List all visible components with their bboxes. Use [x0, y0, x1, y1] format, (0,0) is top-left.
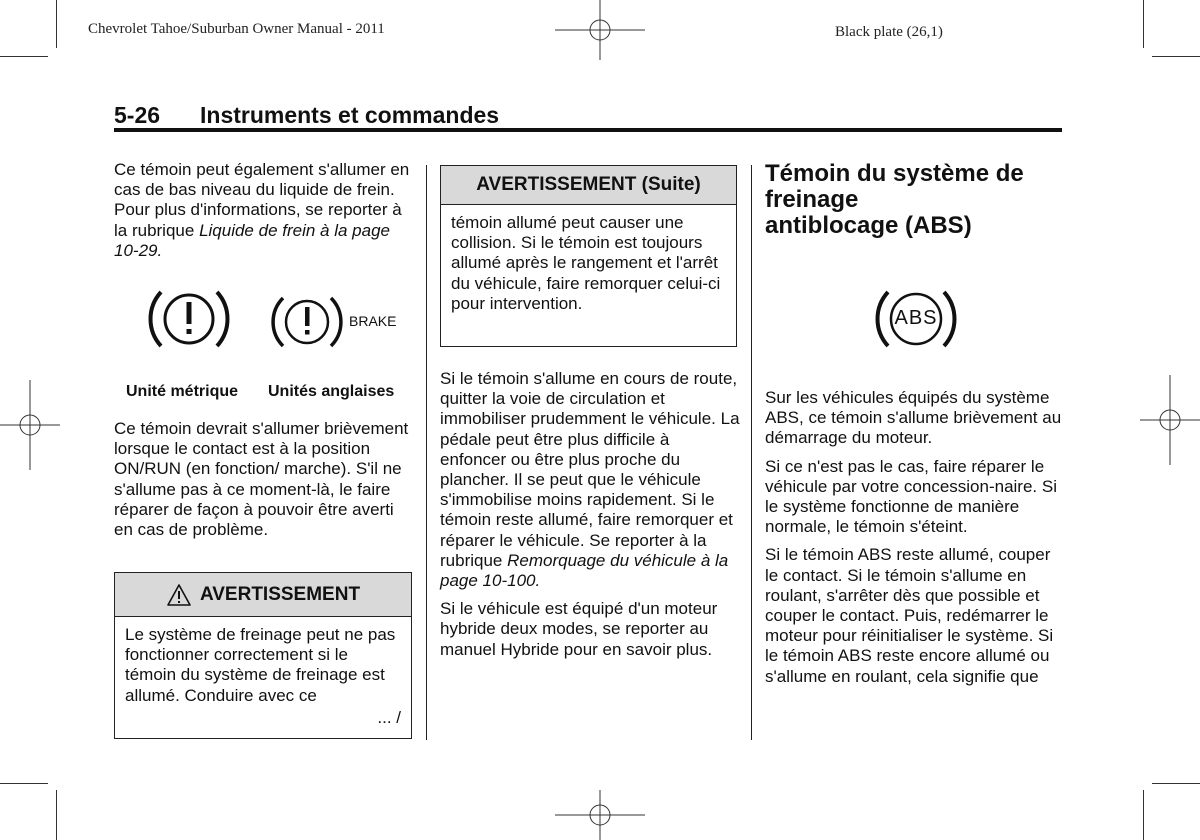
warning-header: [441, 166, 736, 205]
registration-mark: [0, 380, 60, 470]
section-rule: [114, 128, 1062, 132]
registration-mark: [1140, 375, 1200, 465]
crop-mark: [1152, 783, 1200, 784]
column-3-text: [765, 388, 1067, 687]
brake-warning-english-icon: [271, 293, 343, 351]
warning-box: [114, 572, 412, 739]
warning-continued: ... /: [377, 707, 401, 727]
column-divider: [751, 165, 752, 740]
brake-warning-metric-icon: [147, 286, 231, 352]
crop-mark: [56, 0, 57, 48]
crop-mark: [0, 783, 48, 784]
paragraph: Si le témoin ABS reste allumé, couper le contact. Si le témoin s'allume en roulant, s'arrêter dès que possible et couper le contact. Puis, redémarrer le moteur pour réinitialiser le système. Si le témoin ABS reste encore allumé ou s'allume en roulant, cela signifie que: [765, 545, 1054, 686]
column-divider: [426, 165, 427, 740]
plate-label: Black plate (26,1): [835, 24, 943, 40]
warning-box-continued: [440, 165, 737, 347]
brake-fluid-link[interactable]: Liquide de frein à la page 10-29.: [114, 220, 390, 260]
abs-icon-label: ABS: [894, 307, 938, 329]
heading-line: antiblocage (ABS): [765, 212, 972, 239]
warning-title: AVERTISSEMENT (Suite): [476, 174, 701, 195]
paragraph: Si ce n'est pas le cas, faire réparer le véhicule par votre concession-naire. Si le système fonctionne de manière normale, le témoin s'éteint.: [765, 456, 1057, 537]
section-title: Instruments et commandes: [200, 102, 500, 128]
abs-heading: [765, 161, 1065, 239]
warning-body: [115, 617, 411, 734]
page-number: 5-26: [114, 102, 161, 128]
warning-body: [441, 205, 736, 320]
column-1-paragraph-2: [114, 419, 414, 540]
column-1-intro: [114, 160, 414, 261]
warning-text: Le système de freinage peut ne pas fonctionner correctement si le témoin du système de freinage est allumé. Conduire avec ce: [125, 625, 396, 705]
caption-english: Unités anglaises: [268, 383, 395, 400]
crop-mark: [0, 56, 48, 57]
crop-mark: [1143, 0, 1144, 48]
intro-text: Ce témoin peut également s'allumer en cas de bas niveau du liquide de frein. Pour plus d'informations, se reporter à la rubrique: [114, 160, 410, 240]
intro-paragraph: [114, 160, 414, 261]
warning-header: [115, 573, 411, 617]
paragraph-text: Si le témoin s'allume en cours de route, quitter la voie de circulation et immobiliser prudemment le véhicule. La pédale peut être plus difficile à enfoncer ou être plus proche du plancher. Il se peut que le véhicule s'immobilise moins rapidement. Si le témoin reste allumé, faire remorquer et réparer le véhicule. Se reporter à la rubrique: [440, 369, 740, 570]
registration-mark: [555, 790, 645, 840]
registration-mark: [555, 0, 645, 60]
crop-mark: [56, 790, 57, 840]
manual-title: Chevrolet Tahoe/Suburban Owner Manual - 2011: [88, 21, 385, 37]
caption-metric: Unité métrique: [126, 383, 239, 400]
warning-title: AVERTISSEMENT: [199, 583, 361, 605]
brake-icon-label: BRAKE: [349, 313, 397, 329]
paragraph: Sur les véhicules équipés du système ABS, ce témoin s'allume brièvement au démarrage du moteur.: [765, 388, 1062, 448]
crop-mark: [1152, 56, 1200, 57]
crop-mark: [1143, 790, 1144, 840]
warning-text: témoin allumé peut causer une collision. Si le témoin est toujours allumé après le rangement et l'arrêt du véhicule, faire remorquer celui-ci pour intervention.: [451, 213, 721, 313]
towing-link[interactable]: Remorquage du véhicule à la page 10-100.: [440, 550, 729, 591]
heading-line: freinage: [765, 186, 859, 213]
paragraph: [440, 369, 740, 591]
column-2-text: [440, 369, 740, 660]
warning-triangle-icon: [166, 583, 192, 607]
paragraph: Si le véhicule est équipé d'un moteur hybride deux modes, se reporter au manuel Hybride pour en savoir plus.: [440, 599, 718, 659]
paragraph: Ce témoin devrait s'allumer brièvement lorsque le contact est à la position ON/RUN (en fonction/ marche). S'il ne s'allume pas à ce moment-là, le faire réparer de façon à pouvoir être averti en cas de problème.: [114, 419, 409, 540]
heading-line: Témoin du système de: [765, 160, 1024, 187]
